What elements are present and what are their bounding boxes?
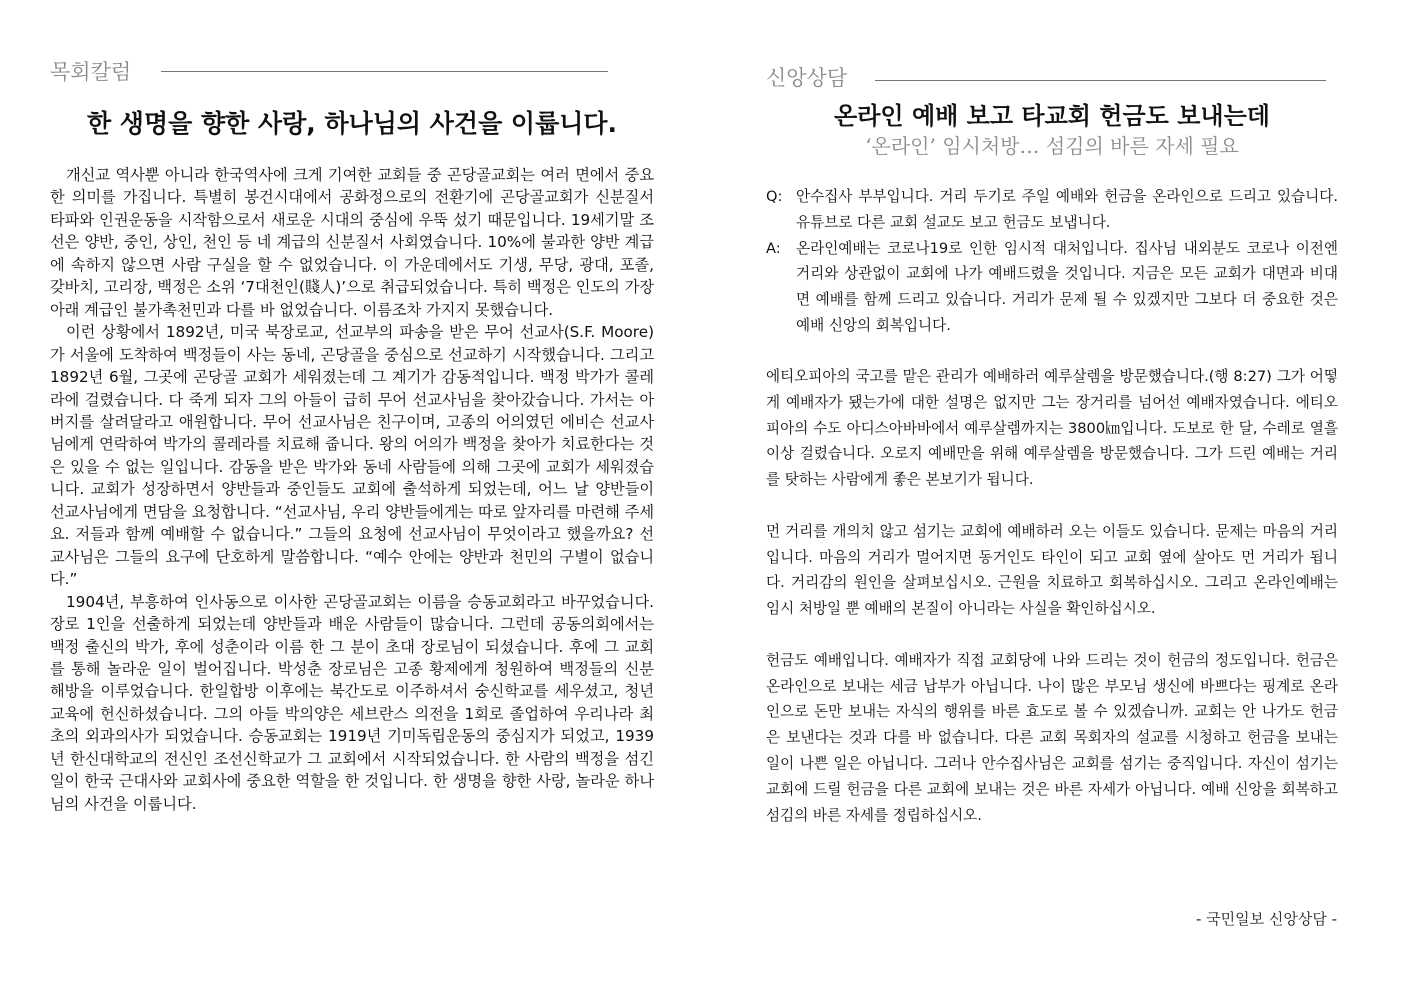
answer-label: A: — [766, 239, 781, 257]
header-rule — [161, 71, 608, 72]
body-paragraph: 이런 상황에서 1892년, 미국 북장로교, 선교부의 파송을 받은 무어 선교사(S.F. Moore)가 서울에 도착하여 백정들이 사는 동네, 곤당골을 중심으로 선교하기 시작했습니다. 그리고 1892년 6월, 그곳에 곤당골 교회가 세워졌는데 그 계기가 감동적입니다. 백정 박가가 콜레라에 걸렸습니다. 다 죽게 되자 그의 아들이 급히 무어 선교사님을 찾아갔습니다. 가서는 아버지를 살려달라고 애원합니다. 무어 선교사님은 친구이며, 고종의 어의였던 에비슨 선교사님에게 연락하여 박가의 콜레라를 치료해 줍니다. 왕의 어의가 백정을 찾아가 치료한다는 것은 있을 수 없는 일입니다. 감동을 받은 박가와 동네 사람들에 의해 그곳에 교회가 세워졌습니다. 교회가 성장하면서 양반들과 중인들도 교회에 출석하게 되었는데, 어느 날 양반들이 선교사님에게 면담을 요청합니다. “선교사님, 우리 양반들에게는 따로 앞자리를 마련해 주세요. 저들과 함께 예배할 수 없습니다.” 그들의 요청에 선교사님이 무엇이라고 했을까요? 선교사님은 그들의 요구에 단호하게 말씀합니다. “예수 안에는 양반과 천민의 구별이 없습니다.” — [50, 323, 654, 589]
section-label: 신앙상담 — [766, 66, 848, 90]
qa-block — [766, 184, 1338, 339]
header-rule — [875, 80, 1326, 81]
source-credit: - 국민일보 신앙상담 - — [1195, 910, 1337, 928]
article-title: 온라인 예배 보고 타교회 헌금도 보내는데 — [834, 101, 1270, 130]
question-row — [766, 184, 1338, 236]
article-subtitle: ‘온라인’ 임시처방… 섬김의 바른 자세 필요 — [865, 134, 1239, 158]
answer-row — [766, 236, 1338, 339]
left-page — [0, 0, 701, 992]
answer-text: 온라인예배는 코로나19로 인한 임시적 대처입니다. 집사님 내외분도 코로나 이전엔 거리와 상관없이 교회에 나가 예배드렸을 것입니다. 지금은 모든 교회가 대면과 비대면 예배를 함께 드리고 있습니다. 거리가 문제 될 수 있겠지만 그보다 더 중요한 것은 예배 신앙의 회복입니다. — [796, 239, 1338, 334]
body-paragraph: 헌금도 예배입니다. 예배자가 직접 교회당에 나와 드리는 것이 헌금의 정도입니다. 헌금은 온라인으로 보내는 세금 납부가 아닙니다. 나이 많은 부모님 생신에 바쁘다는 핑계로 온라인으로 돈만 보내는 자식의 행위를 바른 효도로 볼 수 있겠습니까. 교회는 안 나가도 헌금은 보낸다는 것과 다를 바 없습니다. 다른 교회 목회자의 설교를 시청하고 헌금을 보내는 일이 나쁜 일은 아닙니다. 그러나 안수집사님은 교회를 섬기는 중직입니다. 자신이 섬기는 교회에 드릴 헌금을 다른 교회에 보내는 것은 바른 자세가 아닙니다. 예배 신앙을 회복하고 섬김의 바른 자세를 정립하십시오. — [766, 651, 1338, 824]
body-paragraph: 먼 거리를 개의치 않고 섬기는 교회에 예배하러 오는 이들도 있습니다. 문제는 마음의 거리입니다. 마음의 거리가 멀어지면 동거인도 타인이 되고 교회 옆에 살아도 먼 거리가 됩니다. 거리감의 원인을 살펴보십시오. 근원을 치료하고 회복하십시오. 그리고 온라인예배는 임시 처방일 뿐 예배의 본질이 아니라는 사실을 확인하십시오. — [766, 522, 1338, 618]
right-page — [701, 0, 1403, 992]
body-paragraph: 1904년, 부흥하여 인사동으로 이사한 곤당골교회는 이름을 승동교회라고 바꾸었습니다. 장로 1인을 선출하게 되었는데 양반들과 배운 사람들이 많습니다. 그런데 공동의회에서는 백정 출신의 박가, 후에 성춘이라 이름 한 그 분이 초대 장로님이 되셨습니다. 후에 그 교회를 통해 놀라운 일이 벌어집니다. 박성춘 장로님은 고종 황제에게 청원하여 백정들의 신분 해방을 이루었습니다. 한일합방 이후에는 북간도로 이주하셔서 숭신학교를 세우셨고, 청년교육에 헌신하셨습니다. 그의 아들 박의양은 세브란스 의전을 1회로 졸업하여 우리나라 최초의 외과의사가 되었습니다. 승동교회는 1919년 기미독립운동의 중심지가 되었고, 1939년 한신대학교의 전신인 조선신학교가 그 교회에서 시작되었습니다. 한 사람의 백정을 섬긴 일이 한국 근대사와 교회사에 중요한 역할을 한 것입니다. 한 생명을 향한 사랑, 놀라운 하나님의 사건을 이룹니다. — [50, 592, 654, 813]
article-body — [766, 364, 1338, 854]
body-paragraph: 에티오피아의 국고를 맡은 관리가 예배하러 예루살렘을 방문했습니다.(행 8:27) 그가 어떻게 예배자가 됐는가에 대한 설명은 없지만 그는 장거리를 넘어선 예배자였습니다. 에티오피아의 수도 아디스아바바에서 예루살렘까지는 3800㎞입니다. 도보로 한 달, 수레로 열흘 이상 걸렸습니다. 오로지 예배만을 위해 예루살렘을 방문했습니다. 그가 드린 예배는 거리를 탓하는 사람에게 좋은 본보기가 됩니다. — [766, 368, 1338, 489]
faith-counsel-header — [766, 62, 1326, 92]
question-label: Q: — [766, 188, 783, 205]
question-text: 안수집사 부부입니다. 거리 두기로 주일 예배와 헌금을 온라인으로 드리고 있습니다. 유튜브로 다른 교회 설교도 보고 헌금도 보냅니다. — [796, 188, 1338, 231]
section-label: 목회칼럼 — [50, 60, 132, 84]
column-title: 한 생명을 향한 사랑, 하나님의 사건을 이룹니다. — [86, 109, 618, 138]
column-header — [50, 56, 608, 86]
column-body — [50, 164, 654, 815]
body-paragraph: 개신교 역사뿐 아니라 한국역사에 크게 기여한 교회들 중 곤당골교회는 여러 면에서 중요한 의미를 가집니다. 특별히 봉건시대에서 공화정으로의 전환기에 곤당골교회가 신분질서 타파와 인권운동을 시작함으로서 새로운 시대의 중심에 우뚝 섰기 때문입니다. 19세기말 조선은 양반, 중인, 상인, 천인 등 네 계급의 신분질서 사회였습니다. 10%에 불과한 양반 계급에 속하지 않으면 사람 구실을 할 수 없었습니다. 이 가운데에서도 기생, 무당, 광대, 포졸, 갖바치, 고리장, 백정은 소위 ‘7대천인(賤人)’으로 취급되었습니다. 특히 백정은 인도의 가장 아래 계급인 불가촉천민과 다를 바 없었습니다. 이름조차 가지지 못했습니다. — [50, 166, 654, 319]
